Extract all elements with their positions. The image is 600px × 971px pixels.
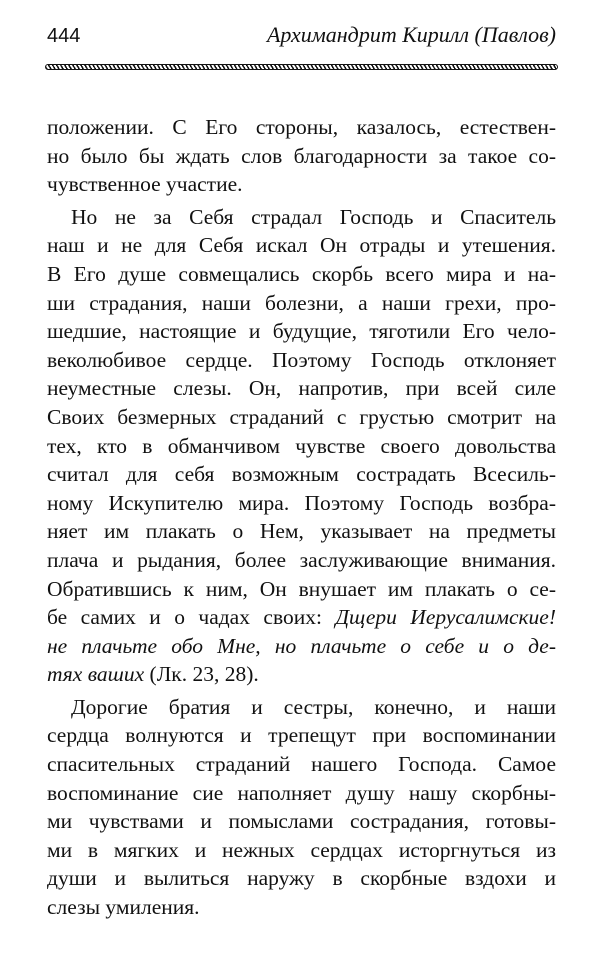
text-line — [47, 603, 556, 632]
text-segment: считал для себя возможным сострадать Всесиль- — [47, 462, 556, 487]
text-segment: шедшие, настоящие и будущие, тяготили Его чело- — [47, 319, 556, 344]
text-segment: плача и рыдания, более заслуживающие внимания. — [47, 547, 556, 572]
text-line — [47, 546, 556, 575]
text-segment: Своих безмерных страданий с грустью смотрит на — [47, 404, 556, 429]
text-line — [47, 632, 556, 661]
text-line — [47, 231, 556, 260]
text-line — [47, 864, 556, 893]
text-line — [47, 460, 556, 489]
text-segment: ному Искупителю мира. Поэтому Господь возбра- — [47, 490, 556, 515]
page-number: 444 — [47, 25, 81, 47]
text-line — [47, 836, 556, 865]
text-line — [47, 432, 556, 461]
text-line — [47, 693, 556, 722]
text-segment: бе самих и о чадах своих: — [47, 605, 336, 630]
body-text — [47, 113, 556, 922]
text-line — [47, 289, 556, 318]
text-line — [47, 317, 556, 346]
text-line — [47, 113, 556, 142]
text-segment: ми чувствами и помыслами сострадания, готовы- — [47, 809, 556, 834]
text-line — [47, 517, 556, 546]
italic-quote-segment: Дщери Иерусалимские! — [335, 605, 557, 630]
text-segment: положении. С Его стороны, казалось, естествен- — [47, 115, 556, 139]
text-line — [47, 489, 556, 518]
text-segment: (Лк. 23, 28). — [144, 662, 259, 687]
ornamental-rule — [45, 64, 558, 70]
text-segment: веколюбивое сердце. Поэтому Господь отклоняет — [47, 347, 556, 372]
text-line — [47, 170, 556, 199]
text-segment: сердца волнуются и трепещут при воспоминании — [47, 723, 556, 748]
running-title: Архимандрит Кирилл (Павлов) — [266, 22, 556, 47]
text-segment: Дорогие братия и сестры, конечно, и наши — [71, 694, 556, 719]
italic-quote-segment: тях ваших — [47, 662, 145, 687]
page-header — [47, 22, 556, 54]
text-segment: няет им плакать о Нем, указывает на предметы — [47, 519, 556, 544]
text-line — [47, 807, 556, 836]
text-segment: чувственное участие. — [47, 172, 243, 197]
text-line — [47, 779, 556, 808]
text-segment: тех, кто в обманчивом чувстве своего довольства — [47, 433, 556, 458]
text-segment: воспоминание сие наполняет душу нашу скорбны- — [47, 780, 556, 805]
text-segment: ми в мягких и нежных сердцах исторгнуться из — [47, 837, 556, 862]
text-segment: Обратившись к ним, Он внушает им плакать о се- — [47, 576, 556, 601]
text-line — [47, 750, 556, 779]
text-line — [47, 721, 556, 750]
text-segment: неуместные слезы. Он, напротив, при всей силе — [47, 376, 556, 401]
text-line — [47, 374, 556, 403]
text-segment: ши страдания, наши болезни, а наши грехи, про- — [47, 290, 556, 315]
text-segment: души и вылиться наружу в скорбные вздохи и — [47, 866, 556, 891]
text-segment: В Его душе совмещались скорбь всего мира и на- — [47, 261, 556, 286]
text-line — [47, 260, 556, 289]
text-segment: но было бы ждать слов благодарности за такое со- — [47, 143, 556, 168]
text-segment: Но не за Себя страдал Господь и Спаситель — [71, 204, 556, 229]
text-segment: слезы умиления. — [47, 895, 200, 920]
text-line — [47, 403, 556, 432]
text-line — [47, 142, 556, 171]
text-segment: спасительных страданий нашего Господа. Самое — [47, 752, 556, 777]
text-line — [47, 893, 556, 922]
italic-quote-segment: не плачьте обо Мне, но плачьте о себе и о де- — [47, 633, 556, 658]
text-line — [47, 346, 556, 375]
text-line — [47, 203, 556, 232]
text-line — [47, 660, 556, 689]
text-line — [47, 575, 556, 604]
text-segment: наш и не для Себя искал Он отрады и утешения. — [47, 233, 556, 258]
